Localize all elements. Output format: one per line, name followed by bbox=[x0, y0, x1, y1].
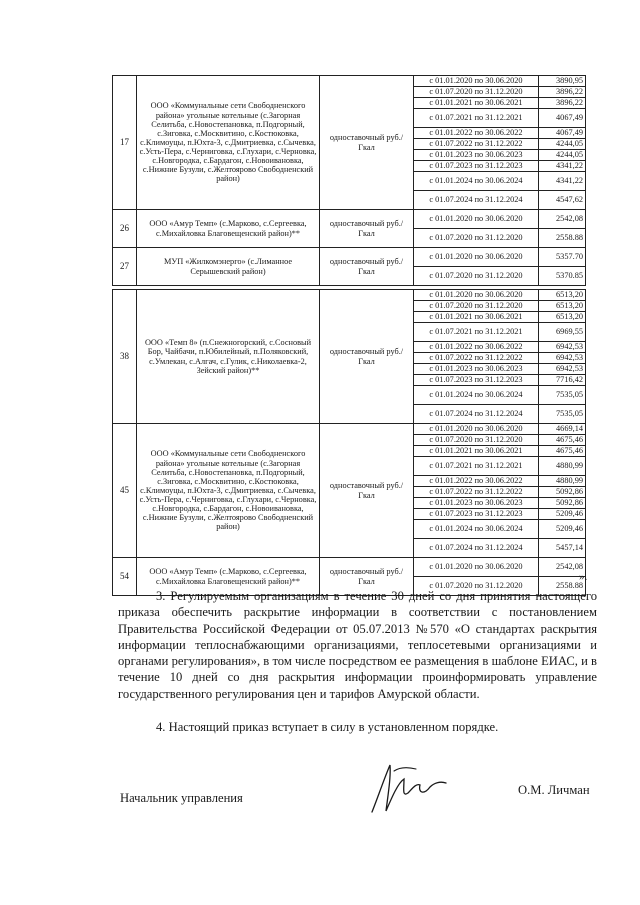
table-row bbox=[113, 248, 586, 267]
period-cell: с 01.01.2022 по 30.06.2022 bbox=[414, 342, 539, 353]
period-cell: с 01.01.2023 по 30.06.2023 bbox=[414, 498, 539, 509]
period-cell: с 01.01.2021 по 30.06.2021 bbox=[414, 312, 539, 323]
tariff-unit-cell: одноставочный руб./Гкал bbox=[320, 210, 414, 248]
tariff-value-cell: 5357.70 bbox=[539, 248, 586, 267]
period-cell: с 01.07.2023 по 31.12.2023 bbox=[414, 375, 539, 386]
period-cell: с 01.07.2021 по 31.12.2021 bbox=[414, 457, 539, 476]
period-cell: с 01.07.2022 по 31.12.2022 bbox=[414, 353, 539, 364]
tariff-value-cell: 2558.88 bbox=[539, 229, 586, 248]
period-cell: с 01.07.2024 по 31.12.2024 bbox=[414, 539, 539, 558]
period-cell: с 01.01.2021 по 30.06.2021 bbox=[414, 446, 539, 457]
period-cell: с 01.07.2020 по 31.12.2020 bbox=[414, 267, 539, 286]
period-cell: с 01.07.2023 по 31.12.2023 bbox=[414, 161, 539, 172]
organization-cell: ООО «Темп 8» (п.Снежногорский, с.Сосновый Бор, Чайбачи, п.Юбилейный, п.Поляковский, с.Умлекан, с.Алгач, с.Гулик, с.Николаевка-2, Зейский район)** bbox=[137, 290, 320, 424]
period-cell: с 01.01.2024 по 30.06.2024 bbox=[414, 520, 539, 539]
tariff-table-1 bbox=[112, 75, 586, 286]
tariff-value-cell: 6969,55 bbox=[539, 323, 586, 342]
tariff-table-2-body bbox=[113, 290, 586, 596]
period-cell: с 01.07.2021 по 31.12.2021 bbox=[414, 323, 539, 342]
tariff-value-cell: 6513,20 bbox=[539, 290, 586, 301]
row-number: 45 bbox=[113, 424, 137, 558]
tariff-unit-cell: одноставочный руб./Гкал bbox=[320, 248, 414, 286]
tariff-value-cell: 5092,86 bbox=[539, 498, 586, 509]
period-cell: с 01.01.2020 по 30.06.2020 bbox=[414, 248, 539, 267]
tariff-value-cell: 4067,49 bbox=[539, 109, 586, 128]
tariff-value-cell: 4244,05 bbox=[539, 139, 586, 150]
signer-name: О.М. Личман bbox=[518, 783, 590, 797]
tariff-unit-cell: одноставочный руб./Гкал bbox=[320, 290, 414, 424]
tariff-value-cell: 6942,53 bbox=[539, 342, 586, 353]
tariff-value-cell: 4244,05 bbox=[539, 150, 586, 161]
tariff-value-cell: 2542,08 bbox=[539, 558, 586, 577]
tariff-value-cell: 4675,46 bbox=[539, 435, 586, 446]
row-number: 17 bbox=[113, 76, 137, 210]
table-row bbox=[113, 290, 586, 301]
period-cell: с 01.07.2022 по 31.12.2022 bbox=[414, 139, 539, 150]
row-number: 38 bbox=[113, 290, 137, 424]
tariff-value-cell: 7535,05 bbox=[539, 405, 586, 424]
organization-cell: ООО «Коммунальные сети Свободненского района» угольные котельные (с.Загорная Селитьба, с.Новостепановка, п.Подгорный, с.Зиговка, с.Москвитино, с.Костюковка, с.Климоуцы, п.Юхта-3, с.Дмитриевка, с.Сычевка, с.Усть-Пера, с.Черниговка, с.Глухари, с.Черновка, с.Новгородка, с.Бардагон, с.Новоивановка, с.Нижние Бузули, с.Желтоярово Свободненский район) bbox=[137, 424, 320, 558]
tariff-unit-cell: одноставочный руб./Гкал bbox=[320, 76, 414, 210]
organization-cell: ООО «Коммунальные сети Свободненского района» угольные котельные (с.Загорная Селитьба, с.Новостепановка, п.Подгорный, с.Зиговка, с.Москвитино, с.Костюковка, с.Климоуцы, п.Юхта-3, с.Дмитриевка, с.Сычевка, с.Усть-Пера, с.Черниговка, с.Глухари, с.Черновка, с.Новгородка, с.Бардагон, с.Новоивановка, с.Нижние Бузули, с.Желтоярово Свободненский район) bbox=[137, 76, 320, 210]
tariff-table-1-body bbox=[113, 76, 586, 286]
period-cell: с 01.01.2020 по 30.06.2020 bbox=[414, 558, 539, 577]
tariff-value-cell: 5209,46 bbox=[539, 520, 586, 539]
tariff-value-cell: 4547,62 bbox=[539, 191, 586, 210]
period-cell: с 01.01.2024 по 30.06.2024 bbox=[414, 386, 539, 405]
tariff-value-cell: 6513,20 bbox=[539, 312, 586, 323]
tariff-value-cell: 2558.88 bbox=[539, 577, 586, 596]
row-number: 54 bbox=[113, 558, 137, 596]
tariff-table-2 bbox=[112, 289, 586, 596]
table-row bbox=[113, 76, 586, 87]
paragraph-4: 4. Настоящий приказ вступает в силу в установленном порядке. bbox=[156, 720, 499, 734]
tariff-value-cell: 5370.85 bbox=[539, 267, 586, 286]
signer-title: Начальник управления bbox=[120, 791, 243, 805]
period-cell: с 01.07.2020 по 31.12.2020 bbox=[414, 229, 539, 248]
period-cell: с 01.07.2020 по 31.12.2020 bbox=[414, 435, 539, 446]
tariff-value-cell: 5209,46 bbox=[539, 509, 586, 520]
tariff-value-cell: 4067,49 bbox=[539, 128, 586, 139]
period-cell: с 01.07.2021 по 31.12.2021 bbox=[414, 109, 539, 128]
tariff-value-cell: 2542,08 bbox=[539, 210, 586, 229]
row-number: 26 bbox=[113, 210, 137, 248]
period-cell: с 01.01.2020 по 30.06.2020 bbox=[414, 424, 539, 435]
tariff-value-cell: 4675,46 bbox=[539, 446, 586, 457]
closing-quote: ». bbox=[579, 571, 588, 583]
tariff-value-cell: 4669,14 bbox=[539, 424, 586, 435]
period-cell: с 01.07.2024 по 31.12.2024 bbox=[414, 405, 539, 424]
period-cell: с 01.07.2023 по 31.12.2023 bbox=[414, 509, 539, 520]
tariff-value-cell: 5092,86 bbox=[539, 487, 586, 498]
tariff-unit-cell: одноставочный руб./Гкал bbox=[320, 558, 414, 596]
organization-cell: МУП «Жилкомэнерго» (с.Лиманное Серышевский район) bbox=[137, 248, 320, 286]
tariff-value-cell: 5457,14 bbox=[539, 539, 586, 558]
tariff-unit-cell: одноставочный руб./Гкал bbox=[320, 424, 414, 558]
tariff-value-cell: 6513,20 bbox=[539, 301, 586, 312]
period-cell: с 01.01.2023 по 30.06.2023 bbox=[414, 364, 539, 375]
organization-cell: ООО «Амур Темп» (с.Марково, с.Сергеевка, с.Михайловка Благовещенский район)** bbox=[137, 558, 320, 596]
period-cell: с 01.01.2021 по 30.06.2021 bbox=[414, 98, 539, 109]
tariff-value-cell: 6942,53 bbox=[539, 364, 586, 375]
tariff-value-cell: 3890,95 bbox=[539, 76, 586, 87]
tariff-value-cell: 6942,53 bbox=[539, 353, 586, 364]
period-cell: с 01.07.2022 по 31.12.2022 bbox=[414, 487, 539, 498]
period-cell: с 01.07.2020 по 31.12.2020 bbox=[414, 577, 539, 596]
tariff-value-cell: 4341,22 bbox=[539, 172, 586, 191]
table-row bbox=[113, 558, 586, 577]
handwritten-signature bbox=[364, 757, 454, 819]
period-cell: с 01.01.2022 по 30.06.2022 bbox=[414, 476, 539, 487]
table-row bbox=[113, 424, 586, 435]
tariff-value-cell: 4880,99 bbox=[539, 457, 586, 476]
period-cell: с 01.01.2022 по 30.06.2022 bbox=[414, 128, 539, 139]
tariff-value-cell: 3896,22 bbox=[539, 98, 586, 109]
table-row bbox=[113, 210, 586, 229]
paragraph-3: 3. Регулируемым организациям в течение 30 дней со дня принятия настоящего приказа обеспечить раскрытие информации в соответствии с постановлением Правительства Российской Федерации от 05.07.2013 №570 «О стандартах раскрытия информации теплоснабжающими организациями, теплосетевыми организациями и органами регулирования», в том числе посредством ее размещения в шаблоне ЕИАС, и в течение 10 дней со дня раскрытия информации проинформировать управление государственного регулирования цен и тарифов Амурской области. bbox=[118, 589, 597, 701]
period-cell: с 01.01.2024 по 30.06.2024 bbox=[414, 172, 539, 191]
period-cell: с 01.01.2020 по 30.06.2020 bbox=[414, 290, 539, 301]
period-cell: с 01.07.2020 по 31.12.2020 bbox=[414, 87, 539, 98]
period-cell: с 01.07.2024 по 31.12.2024 bbox=[414, 191, 539, 210]
period-cell: с 01.01.2020 по 30.06.2020 bbox=[414, 210, 539, 229]
period-cell: с 01.01.2020 по 30.06.2020 bbox=[414, 76, 539, 87]
tariff-value-cell: 7535,05 bbox=[539, 386, 586, 405]
organization-cell: ООО «Амур Темп» (с.Марково, с.Сергеевка, с.Михайловка Благовещенский район)** bbox=[137, 210, 320, 248]
tariff-value-cell: 4341,22 bbox=[539, 161, 586, 172]
period-cell: с 01.07.2020 по 31.12.2020 bbox=[414, 301, 539, 312]
tariff-value-cell: 7716,42 bbox=[539, 375, 586, 386]
period-cell: с 01.01.2023 по 30.06.2023 bbox=[414, 150, 539, 161]
tariff-value-cell: 3896,22 bbox=[539, 87, 586, 98]
tariff-value-cell: 4880,99 bbox=[539, 476, 586, 487]
row-number: 27 bbox=[113, 248, 137, 286]
